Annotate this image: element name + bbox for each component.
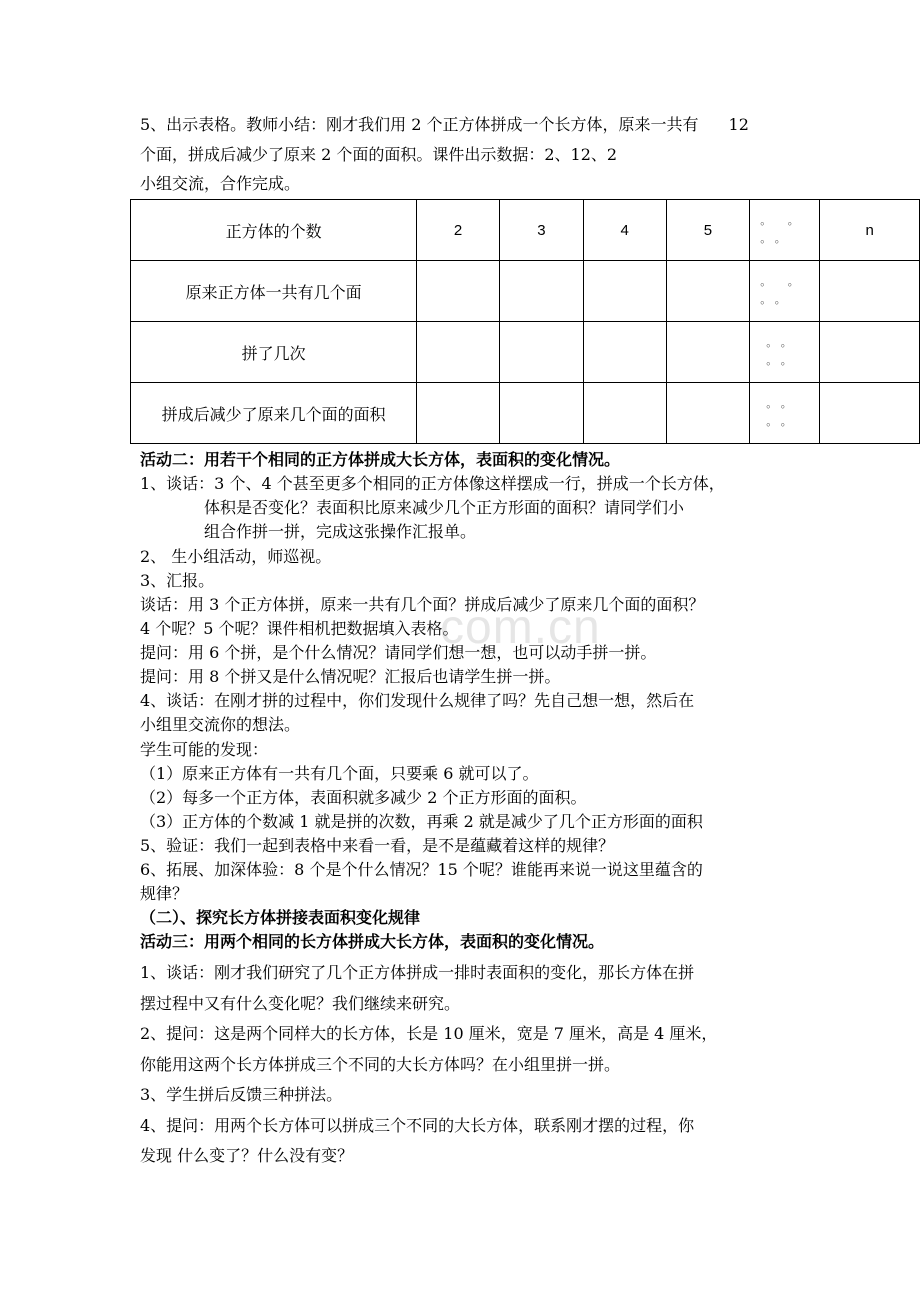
header-cell: 5 — [666, 200, 750, 261]
activity2-line: （2）每多一个正方体，表面积就多减少 2 个正方形面的面积。 — [140, 788, 587, 807]
section2-title: （二）、探究长方体拼接表面积变化规律 — [140, 908, 421, 927]
activity2-line: 4 个呢？5 个呢？课件相机把数据填入表格。 — [140, 619, 459, 638]
section2-line: 3、学生拼后反馈三种拼法。 — [140, 1085, 343, 1104]
activity2-line: 组合作拼一拼，完成这张操作汇报单。 — [204, 522, 477, 541]
section2-line: 发现 什么变了？什么没有变？ — [140, 1146, 354, 1165]
activity2-line: 6、拓展、加深体验：8 个是个什么情况？15 个呢？谁能再来说一说这里蕴含的 — [140, 860, 703, 879]
section2-line: 摆过程中又有什么变化呢？我们继续来研究。 — [140, 994, 461, 1013]
header-cell: 正方体的个数 — [131, 200, 417, 261]
ellipsis-cell: 。 。 。 。 — [750, 200, 820, 261]
section2-line: 1、谈话：刚才我们研究了几个正方体拼成一排时表面积的变化，那长方体在拼 — [140, 963, 695, 982]
activity2-line: 提问：用 6 个拼，是个什么情况？请同学们想一想，也可以动手拼一拼。 — [140, 643, 657, 662]
ellipsis-cell: 。 。 。 。 — [750, 383, 820, 444]
activity2-line: （3）正方体的个数减 1 就是拼的次数，再乘 2 就是减少了几个正方形面的面积 — [140, 812, 703, 831]
activity2-line: （1）原来正方体有一共有几个面，只要乘 6 就可以了。 — [140, 764, 539, 783]
data-table — [130, 199, 920, 444]
table-row — [131, 261, 920, 322]
activity2-line: 提问：用 8 个拼又是什么情况呢？汇报后也请学生拼一拼。 — [140, 667, 561, 686]
section2-line: 你能用这两个长方体拼成三个不同的大长方体吗？在小组里拼一拼。 — [140, 1055, 621, 1074]
activity2-line: 小组里交流你的想法。 — [140, 715, 301, 734]
activity2-line: 规律？ — [140, 884, 189, 903]
header-cell: 3 — [499, 200, 583, 261]
activity2-line: 3、汇报。 — [140, 571, 215, 590]
activity2-line: 5、验证：我们一起到表格中来看一看，是不是蕴藏着这样的规律？ — [140, 836, 615, 855]
ellipsis-cell: 。 。 。 。 — [750, 261, 820, 322]
header-cell: 2 — [417, 200, 500, 261]
activity2-line: 学生可能的发现： — [140, 740, 269, 759]
activity3-title: 活动三：用两个相同的长方体拼成大长方体，表面积的变化情况。 — [140, 932, 605, 951]
header-cell: 4 — [583, 200, 666, 261]
table-header-row — [131, 200, 920, 261]
activity2-title: 活动二：用若干个相同的正方体拼成大长方体，表面积的变化情况。 — [140, 450, 621, 469]
header-cell: n — [820, 200, 920, 261]
row-label: 原来正方体一共有几个面 — [131, 261, 417, 322]
table-row — [131, 322, 920, 383]
section2-line: 4、提问：用两个长方体可以拼成三个不同的大长方体，联系刚才摆的过程，你 — [140, 1116, 695, 1135]
intro-line-3: 小组交流，合作完成。 — [140, 174, 301, 193]
activity2-line: 1、谈话：3 个、4 个甚至更多个相同的正方体像这样摆成一行，拼成一个长方体， — [140, 474, 725, 493]
watermark: com.cn — [440, 601, 601, 654]
activity2-line: 2、 生小组活动，师巡视。 — [140, 547, 332, 566]
intro-line-2: 个面，拼成后减少了原来 2 个面的面积。课件出示数据：2、12、2 — [140, 145, 618, 164]
activity2-line: 体积是否变化？表面积比原来减少几个正方形面的面积？请同学们小 — [204, 498, 685, 517]
row-label: 拼了几次 — [131, 322, 417, 383]
intro-line-1: 5、出示表格。教师小结：刚才我们用 2 个正方体拼成一个长方体，原来一共有 12 — [140, 115, 749, 134]
table-row — [131, 383, 920, 444]
ellipsis-cell: 。 。 。 。 — [750, 322, 820, 383]
activity2-line: 4、谈话：在刚才拼的过程中，你们发现什么规律了吗？先自己想一想，然后在 — [140, 691, 695, 710]
section2-line: 2、提问：这是两个同样大的长方体，长是 10 厘米，宽是 7 厘米，高是 4 厘米， — [140, 1024, 718, 1043]
row-label: 拼成后减少了原来几个面的面积 — [131, 383, 417, 444]
activity2-line: 谈话：用 3 个正方体拼，原来一共有几个面？拼成后减少了原来几个面的面积？ — [140, 595, 705, 614]
